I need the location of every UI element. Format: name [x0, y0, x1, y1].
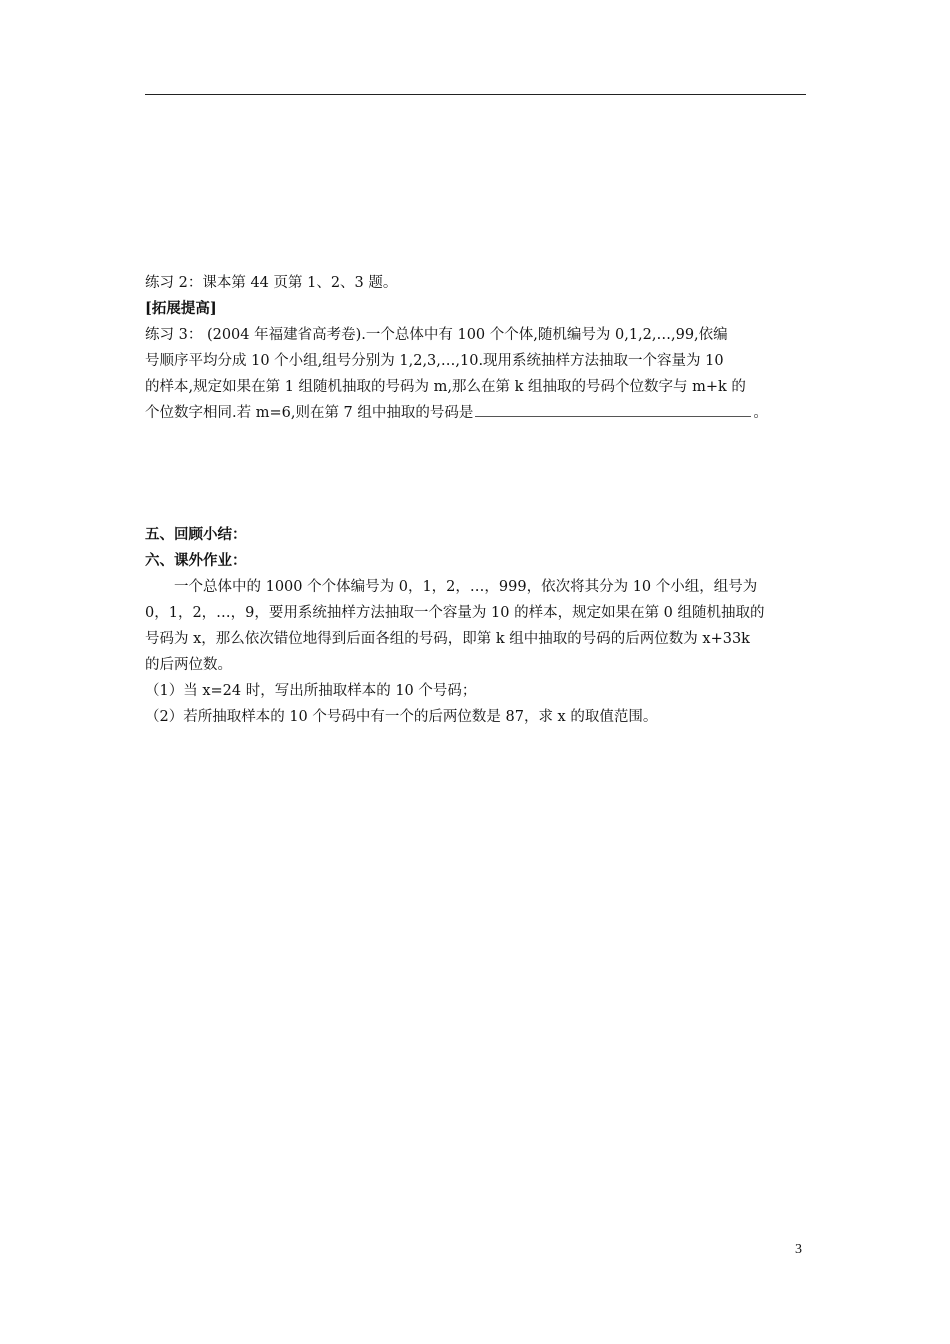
- summary-and-homework-block: [145, 522, 810, 730]
- homework-question-2: （2）若所抽取样本的 10 个号码中有一个的后两位数是 87，求 x 的取值范围。: [145, 709, 658, 725]
- exercise-2-text: 练习 2：课本第 44 页第 1、2、3 题。: [145, 275, 398, 291]
- section-6-heading: 六、课外作业：: [145, 552, 247, 569]
- homework-line-4: 的后两位数。: [145, 657, 232, 673]
- exercise-3-line-4-text: 个位数字相同.若 m=6,则在第 7 组中抽取的号码是: [145, 405, 474, 421]
- exercise-3-line-4: [145, 400, 810, 426]
- exercise-3-line-2: 号顺序平均分成 10 个小组,组号分别为 1,2,3,…,10.现用系统抽样方法抽取一个容量为 10: [145, 353, 724, 369]
- homework-line-1: 一个总体中的 1000 个个体编号为 0，1，2，…，999，依次将其分为 10 个小组，组号为: [174, 579, 758, 595]
- extension-heading: [拓展提高]: [145, 300, 217, 317]
- homework-line-3: 号码为 x，那么依次错位地得到后面各组的号码，即第 k 组中抽取的号码的后两位数为 x+33k: [145, 631, 750, 647]
- exercise-3-line-3: 的样本,规定如果在第 1 组随机抽取的号码为 m,那么在第 k 组抽取的号码个位数字与 m+k 的: [145, 379, 746, 395]
- section-5-heading: 五、回顾小结：: [145, 526, 247, 543]
- exercise-block: [145, 270, 810, 426]
- header-rule: [145, 94, 806, 95]
- exercise-3-line-4-end: 。: [753, 405, 768, 421]
- page-number: 3: [795, 1242, 802, 1257]
- homework-question-1: （1）当 x=24 时，写出所抽取样本的 10 个号码；: [145, 683, 477, 699]
- homework-line-2: 0，1，2，…，9，要用系统抽样方法抽取一个容量为 10 的样本，规定如果在第 0 组随机抽取的: [145, 605, 765, 621]
- exercise-3-line-1: 练习 3： (2004 年福建省高考卷).一个总体中有 100 个个体,随机编号为 0,1,2,…,99,依编: [145, 327, 728, 343]
- answer-blank[interactable]: [475, 402, 751, 417]
